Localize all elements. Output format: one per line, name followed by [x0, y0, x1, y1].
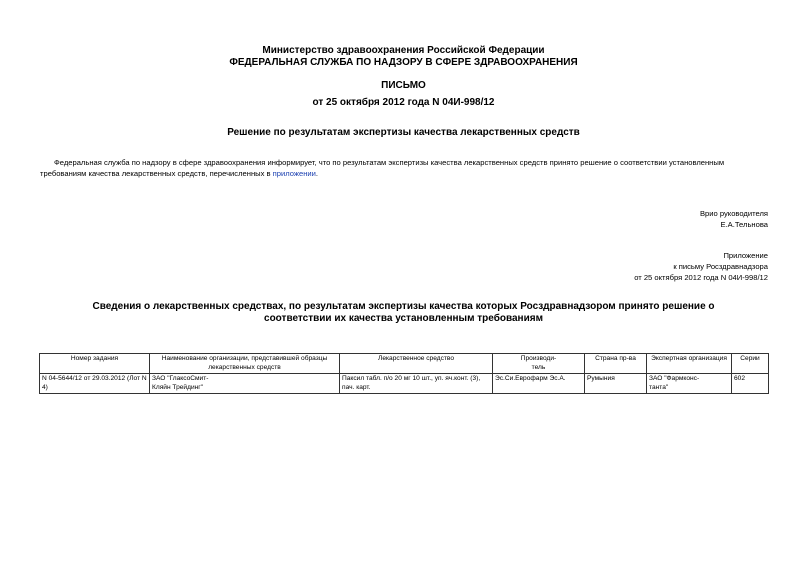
page-title: Решение по результатам экспертизы качества лекарственных средств — [227, 127, 580, 138]
cell-series: 602 — [732, 374, 769, 394]
cell-manufacturer: Эс.Си.Еврофарм Эс.А. — [493, 374, 585, 394]
cell-country: Румыния — [585, 374, 647, 394]
service-name: ФЕДЕРАЛЬНАЯ СЛУЖБА ПО НАДЗОРУ В СФЕРЕ ЗДРАВООХРАНЕНИЯ — [229, 57, 578, 68]
header-task-number: Номер задания — [40, 354, 150, 374]
signature-name: Е.А.Тельнова — [720, 220, 768, 229]
appendix-date: от 25 октября 2012 года N 04И-998/12 — [634, 273, 768, 282]
header-organization: Наименование организации, представившей образцы лекарственных средств — [150, 354, 340, 374]
appendix-label: Приложение — [723, 251, 768, 260]
document-date: от 25 октября 2012 года N 04И-998/12 — [312, 97, 495, 108]
body-text-before-link: Федеральная служба по надзору в сфере здравоохранения информирует, что по результатам экспертизы качества лекарственных средств принято решение о соответствии установленным требованиям качества лекарственных средств, перечисленных в — [40, 158, 725, 178]
medicines-table — [39, 353, 769, 394]
cell-organization: ЗАО "ГлаксоСмит- Кляйн Трейдинг" — [150, 374, 340, 394]
cell-medicine: Паксил табл. п/о 20 мг 10 шт., уп. яч.конт. (3), пач. карт. — [340, 374, 493, 394]
signature-position: Врио руководителя — [699, 209, 768, 218]
header-series: Серии — [732, 354, 769, 374]
ministry-name: Министерство здравоохранения Российской Федерации — [262, 45, 545, 56]
body-paragraph — [40, 157, 768, 179]
cell-expert-org: ЗАО "Фармконс- танта" — [647, 374, 732, 394]
table-header-row — [40, 354, 769, 374]
body-text-after-link: . — [315, 169, 318, 178]
table-row — [40, 374, 769, 394]
table-title: Сведения о лекарственных средствах, по результатам экспертизы качества которых Росздравнадзором принято решение о соответствии их качества установленным требованиям — [92, 301, 715, 324]
header-medicine: Лекарственное средство — [340, 354, 493, 374]
header-manufacturer: Производи- тель — [493, 354, 585, 374]
header-expert-org: Экспертная организация — [647, 354, 732, 374]
header-country: Страна пр-ва — [585, 354, 647, 374]
appendix-to-letter: к письму Росздравнадзора — [673, 262, 768, 271]
appendix-link[interactable]: приложении — [272, 169, 316, 178]
document-type: ПИСЬМО — [381, 80, 426, 91]
cell-task-number: N 04-5644/12 от 29.03.2012 (Лот N 4) — [40, 374, 150, 394]
